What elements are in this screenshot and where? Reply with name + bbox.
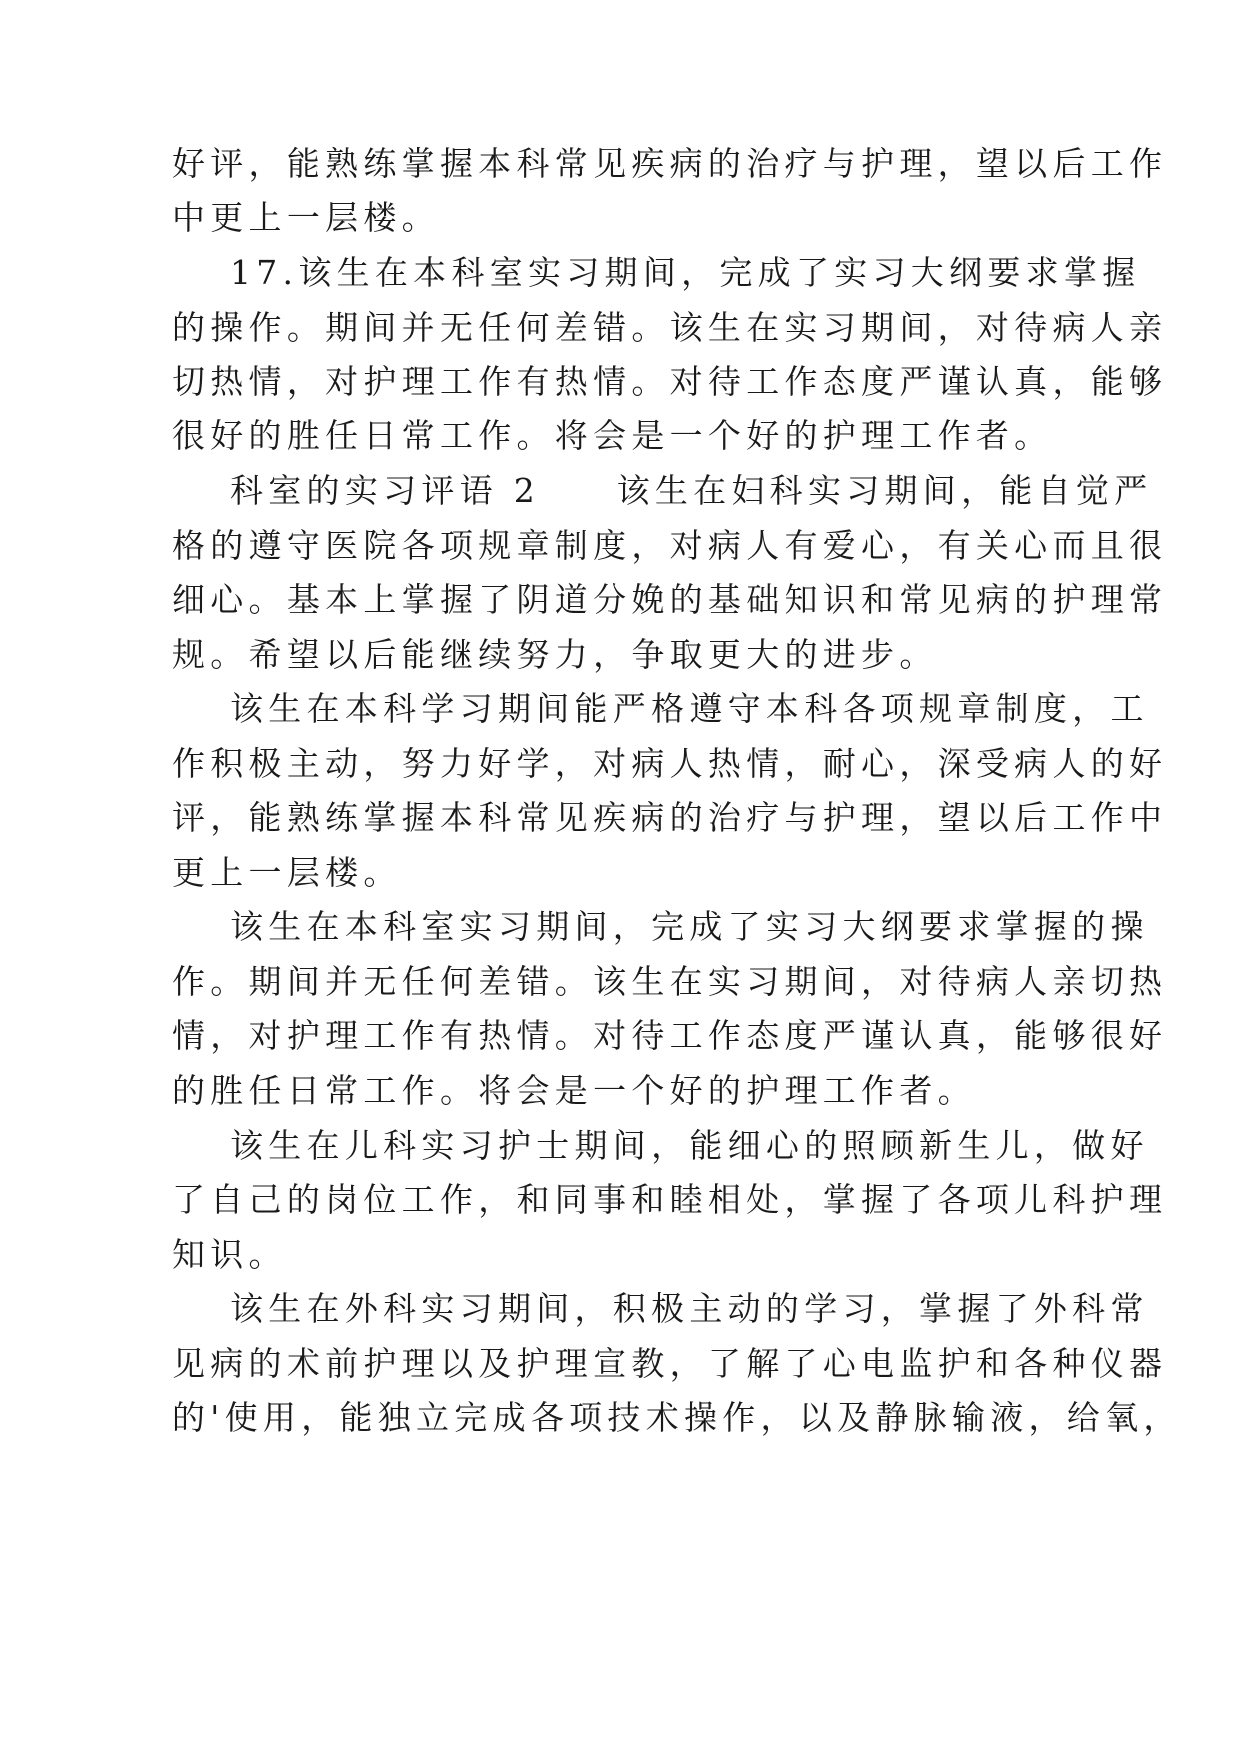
text-line: 更上一层楼。	[172, 853, 402, 892]
text-line: 切热情，对护理工作有热情。对待工作态度严谨认真，能够	[172, 362, 1168, 401]
text-line: 的胜任日常工作。将会是一个好的护理工作者。	[172, 1071, 976, 1110]
text-line: 该生在外科实习期间，积极主动的学习，掌握了外科常	[230, 1289, 1149, 1328]
text-line: 的'使用，能独立完成各项技术操作，以及静脉输液，给氧，	[172, 1398, 1182, 1437]
text-line: 细心。基本上掌握了阴道分娩的基础知识和常见病的护理常	[172, 580, 1168, 619]
text-line: 科室的实习评语 2 该生在妇科实习期间，能自觉严	[230, 471, 1153, 510]
text-line: 的操作。期间并无任何差错。该生在实习期间，对待病人亲	[172, 308, 1168, 347]
text-line: 中更上一层楼。	[172, 198, 440, 237]
text-line: 17.该生在本科室实习期间，完成了实习大纲要求掌握	[230, 253, 1141, 292]
text-line: 格的遵守医院各项规章制度，对病人有爱心，有关心而且很	[172, 526, 1168, 565]
text-line: 了自己的岗位工作，和同事和睦相处，掌握了各项儿科护理	[172, 1180, 1168, 1219]
text-line: 好评，能熟练掌握本科常见疾病的治疗与护理，望以后工作	[172, 144, 1168, 183]
text-line: 该生在本科室实习期间，完成了实习大纲要求掌握的操	[230, 907, 1149, 946]
text-line: 见病的术前护理以及护理宣教，了解了心电监护和各种仪器	[172, 1344, 1168, 1383]
text-line: 作积极主动，努力好学，对病人热情，耐心，深受病人的好	[172, 744, 1168, 783]
text-line: 情，对护理工作有热情。对待工作态度严谨认真，能够很好	[172, 1016, 1168, 1055]
text-line: 规。希望以后能继续努力，争取更大的进步。	[172, 635, 938, 674]
text-line: 很好的胜任日常工作。将会是一个好的护理工作者。	[172, 416, 1053, 455]
text-line: 知识。	[172, 1235, 287, 1274]
text-line: 作。期间并无任何差错。该生在实习期间，对待病人亲切热	[172, 962, 1168, 1001]
text-line: 该生在儿科实习护士期间，能细心的照顾新生儿，做好	[230, 1126, 1149, 1165]
text-line: 评，能熟练掌握本科常见疾病的治疗与护理，望以后工作中	[172, 798, 1168, 837]
text-line: 该生在本科学习期间能严格遵守本科各项规章制度，工	[230, 689, 1149, 728]
